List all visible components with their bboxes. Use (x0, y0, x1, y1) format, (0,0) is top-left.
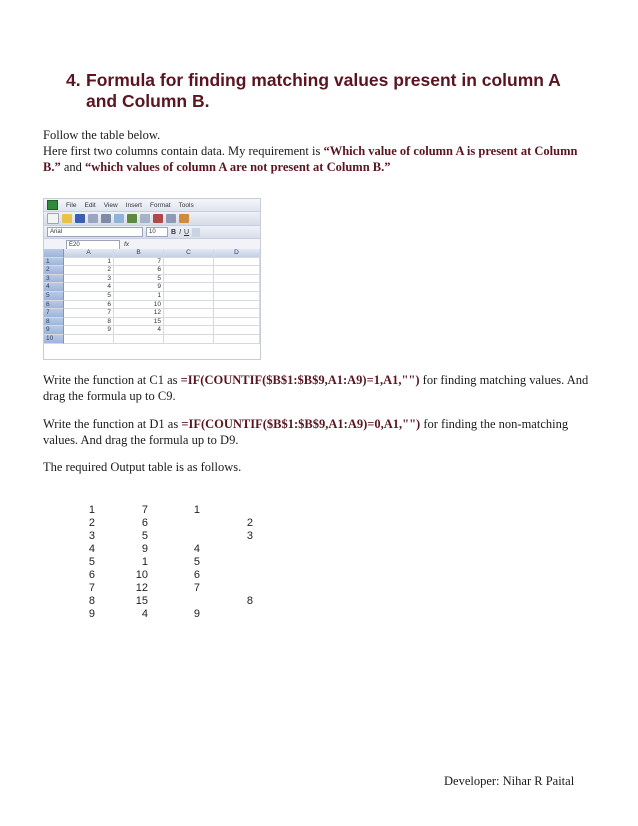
section-heading (66, 70, 586, 112)
output-row (80, 569, 280, 582)
paste-icon (179, 214, 189, 223)
output-table (80, 504, 280, 621)
save-icon (75, 214, 85, 223)
cell-c (164, 292, 214, 301)
row-header: 3 (44, 275, 64, 284)
instruction-text: for finding matching values. And drag the formula up to C9. (43, 373, 589, 403)
excel-grid (44, 249, 260, 344)
fx-icon: fx (124, 241, 130, 248)
cell-d (214, 301, 260, 310)
grid-rows (44, 258, 260, 344)
cell-b: 10 (114, 301, 164, 310)
output-cell: 15 (135, 595, 148, 607)
sheet-row (44, 318, 260, 327)
spelling-icon (127, 214, 137, 223)
row-header: 4 (44, 283, 64, 292)
row-header: 9 (44, 326, 64, 335)
output-cell: 2 (246, 517, 253, 529)
column-header: D (214, 249, 260, 258)
output-cell: 3 (246, 530, 253, 542)
output-row (80, 556, 280, 569)
cell-a: 9 (64, 326, 114, 335)
cell-c (164, 326, 214, 335)
cell-b: 9 (114, 283, 164, 292)
cell-c (164, 283, 214, 292)
copy-icon (166, 214, 176, 223)
output-label: The required Output table is as follows. (43, 460, 242, 474)
instruction-text: Write the function at D1 as (43, 417, 182, 431)
menu-file: File (66, 201, 77, 209)
intro-paragraph (43, 127, 598, 175)
row-header: 7 (44, 309, 64, 318)
menu-tools: Tools (178, 201, 194, 209)
row-header: 5 (44, 292, 64, 301)
output-cell: 2 (88, 517, 95, 529)
output-cell: 1 (193, 504, 200, 516)
column-header: B (114, 249, 164, 258)
output-cell: 5 (88, 556, 95, 568)
output-cell: 12 (135, 582, 148, 594)
preview-icon (114, 214, 124, 223)
intro-text: Here first two columns contain data. My requirement is (43, 144, 324, 158)
sheet-row (44, 275, 260, 284)
section-title: Formula for finding matching values present in column A and Column B. (86, 70, 561, 111)
cell-c (164, 275, 214, 284)
cell-b: 7 (114, 258, 164, 267)
cell-b: 15 (114, 318, 164, 327)
sheet-row (44, 266, 260, 275)
formula-d1: =IF(COUNTIF($B$1:$B$9,A1:A9)=0,A1,"") (181, 417, 421, 431)
sheet-row (44, 292, 260, 301)
output-cell: 3 (88, 530, 95, 542)
excel-menu-bar (44, 199, 260, 211)
output-cell: 5 (193, 556, 200, 568)
cell-b: 5 (114, 275, 164, 284)
new-icon (47, 213, 59, 224)
cell-b: 6 (114, 266, 164, 275)
cell-b: 1 (114, 292, 164, 301)
cell-a: 8 (64, 318, 114, 327)
font-size-box: 10 (146, 227, 168, 237)
excel-format-bar (44, 225, 260, 238)
open-icon (62, 214, 72, 223)
cell-a: 7 (64, 309, 114, 318)
output-cell: 9 (141, 543, 148, 555)
output-cell: 8 (88, 595, 95, 607)
cell-d (214, 283, 260, 292)
cell-d (214, 292, 260, 301)
name-box: E20 (66, 240, 120, 250)
formula-c1: =IF(COUNTIF($B$1:$B$9,A1:A9)=1,A1,"") (180, 373, 420, 387)
row-header: 6 (44, 301, 64, 310)
cell-c (164, 301, 214, 310)
cell-b (114, 335, 164, 344)
sheet-row (44, 335, 260, 344)
cell-d (214, 266, 260, 275)
menu-format: Format (149, 201, 171, 209)
output-cell: 4 (193, 543, 200, 555)
output-cell: 9 (88, 608, 95, 620)
output-row (80, 530, 280, 543)
cell-c (164, 318, 214, 327)
cell-a: 4 (64, 283, 114, 292)
output-row (80, 608, 280, 621)
section-number: 4. (66, 70, 81, 90)
output-cell: 4 (88, 543, 95, 555)
cell-c (164, 258, 214, 267)
cell-d (214, 275, 260, 284)
font-name-box: Arial (47, 227, 143, 237)
corner-cell (44, 249, 64, 258)
menu-view: View (103, 201, 118, 209)
output-cell: 7 (193, 582, 200, 594)
output-cell: 1 (88, 504, 95, 516)
intro-line-2 (43, 143, 598, 175)
cut-icon (153, 214, 163, 223)
column-header: A (64, 249, 114, 258)
excel-screenshot (43, 198, 261, 360)
excel-app-icon (47, 200, 58, 210)
research-icon (140, 214, 150, 223)
sheet-row (44, 326, 260, 335)
sheet-row (44, 309, 260, 318)
excel-toolbar (44, 211, 260, 225)
cell-a: 2 (64, 266, 114, 275)
intro-line-1: Follow the table below. (43, 128, 161, 142)
output-cell: 6 (141, 517, 148, 529)
row-header: 8 (44, 318, 64, 327)
cell-c (164, 309, 214, 318)
cell-c (164, 266, 214, 275)
output-row (80, 517, 280, 530)
align-icon (192, 228, 200, 237)
cell-b: 4 (114, 326, 164, 335)
underline-icon: U (184, 228, 190, 236)
cell-d (214, 335, 260, 344)
output-row (80, 582, 280, 595)
column-header: C (164, 249, 214, 258)
output-cell: 9 (193, 608, 200, 620)
footer-developer: Developer: Nihar R Paital (444, 774, 575, 788)
instruction-d1 (43, 416, 598, 448)
sheet-row (44, 301, 260, 310)
instruction-c1 (43, 372, 598, 404)
sheet-row (44, 258, 260, 267)
output-cell: 6 (193, 569, 200, 581)
output-cell: 6 (88, 569, 95, 581)
requirement-2: “which values of column A are not present at Column B.” (85, 160, 391, 174)
cell-a: 6 (64, 301, 114, 310)
intro-and: and (60, 160, 86, 174)
output-row (80, 595, 280, 608)
cell-a: 3 (64, 275, 114, 284)
row-header: 1 (44, 258, 64, 267)
row-header: 2 (44, 266, 64, 275)
output-row (80, 504, 280, 517)
column-header-row (44, 249, 260, 258)
menu-insert: Insert (125, 201, 142, 209)
instruction-text: for finding the non-matching values. And drag the formula up to D9. (43, 417, 569, 447)
output-cell: 8 (246, 595, 253, 607)
bold-icon: B (171, 228, 177, 236)
cell-b: 12 (114, 309, 164, 318)
output-cell: 7 (141, 504, 148, 516)
cell-d (214, 326, 260, 335)
output-cell: 5 (141, 530, 148, 542)
cell-d (214, 309, 260, 318)
cell-d (214, 258, 260, 267)
output-cell: 1 (141, 556, 148, 568)
requirement-1: “Which value of column A is present at Column B.” (43, 144, 578, 174)
permission-icon (88, 214, 98, 223)
cell-a: 5 (64, 292, 114, 301)
print-icon (101, 214, 111, 223)
output-cell: 10 (135, 569, 148, 581)
output-cell: 7 (88, 582, 95, 594)
row-header: 10 (44, 335, 64, 344)
italic-icon: I (179, 228, 182, 236)
cell-c (164, 335, 214, 344)
cell-a: 1 (64, 258, 114, 267)
instruction-text: Write the function at C1 as (43, 373, 181, 387)
sheet-row (44, 283, 260, 292)
cell-a (64, 335, 114, 344)
menu-edit: Edit (84, 201, 96, 209)
output-cell: 4 (141, 608, 148, 620)
cell-d (214, 318, 260, 327)
output-row (80, 543, 280, 556)
